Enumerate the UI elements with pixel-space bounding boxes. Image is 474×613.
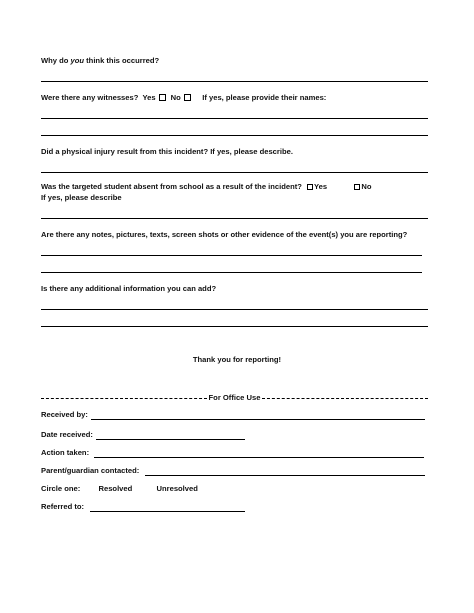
q2-followup: If yes, please provide their names:: [202, 93, 327, 102]
received-by-label: Received by:: [41, 410, 88, 419]
question-absent: [41, 182, 372, 192]
date-received-field[interactable]: [96, 439, 245, 440]
thank-you-message: Thank you for reporting!: [192, 355, 282, 364]
answer-line[interactable]: [41, 118, 428, 119]
question-physical-injury: Did a physical injury result from this incident? If yes, please describe.: [41, 147, 293, 156]
answer-line[interactable]: [41, 218, 428, 219]
unresolved-option[interactable]: Unresolved: [156, 484, 198, 493]
action-taken-label: Action taken:: [41, 448, 90, 457]
office-use-divider: [41, 393, 428, 403]
q1-text-emphasis: you: [70, 56, 85, 65]
divider-left: [41, 398, 207, 399]
witness-yes-label: Yes: [142, 93, 156, 102]
answer-line[interactable]: [41, 81, 428, 82]
absent-yes-checkbox[interactable]: [307, 184, 313, 190]
witness-no-label: No: [170, 93, 181, 102]
date-received-label: Date received:: [41, 430, 93, 439]
resolved-option[interactable]: Resolved: [98, 484, 133, 493]
divider-right: [262, 398, 428, 399]
circle-one-label: Circle one:: [41, 484, 81, 493]
question-evidence: Are there any notes, pictures, texts, screen shots or other evidence of the event(s) you are reporting?: [41, 230, 408, 239]
q1-text-start: Why do: [41, 56, 71, 65]
referred-to-label: Referred to:: [41, 502, 85, 511]
office-use-heading: For Office Use: [208, 393, 261, 402]
answer-line[interactable]: [41, 309, 428, 310]
q2-text: Were there any witnesses?: [41, 93, 139, 102]
absent-no-checkbox[interactable]: [354, 184, 360, 190]
circle-one-row: [41, 484, 198, 494]
parent-contacted-label: Parent/guardian contacted:: [41, 466, 140, 475]
witness-yes-checkbox[interactable]: [159, 94, 166, 101]
received-by-field[interactable]: [91, 419, 425, 420]
question-additional-info: Is there any additional information you can add?: [41, 284, 217, 293]
question-why-occurred: [41, 56, 159, 66]
q4-text: Was the targeted student absent from school as a result of the incident?: [41, 182, 302, 191]
answer-line[interactable]: [41, 172, 428, 173]
question-witnesses: [41, 93, 326, 103]
answer-line[interactable]: [41, 272, 422, 273]
q1-text-end: think this occurred?: [84, 56, 160, 65]
answer-line[interactable]: [41, 255, 422, 256]
parent-contacted-field[interactable]: [145, 475, 425, 476]
absent-no-label: No: [361, 182, 372, 191]
absent-yes-label: Yes: [314, 182, 328, 191]
action-taken-field[interactable]: [94, 457, 424, 458]
answer-line[interactable]: [41, 326, 428, 327]
answer-line[interactable]: [41, 135, 428, 136]
witness-no-checkbox[interactable]: [184, 94, 191, 101]
q4-followup: If yes, please describe: [41, 193, 122, 202]
referred-to-field[interactable]: [90, 511, 245, 512]
